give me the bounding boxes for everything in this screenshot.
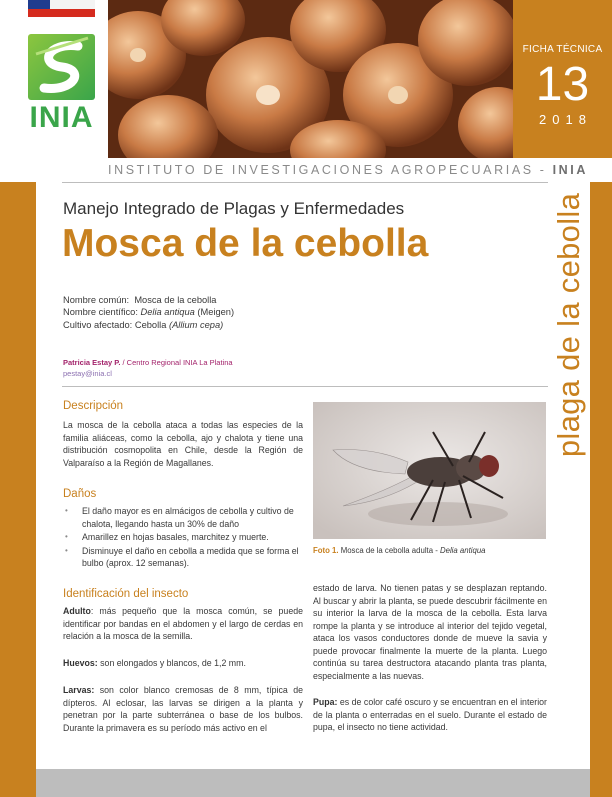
flag-strip: [28, 0, 95, 17]
document-subtitle: Manejo Integrado de Plagas y Enfermedades: [63, 199, 405, 218]
author-name: Patricia Estay P.: [63, 358, 121, 367]
larvas-continuation: estado de larva. No tienen patas y se desplazan reptando. Al buscar y abrir la planta, se puede descubrir fácilmente en su interior la larva de la mosca de la cebolla. Esta larva rompe la planta y se introduce al interior del tejido vegetal, ataca los vasos conductores donde de mueve la savia y puede provocar finalmente la muerte de la planta. Luego continúa su tarea destructora atacando planta tras planta, especialmente a las nuevas.: [313, 583, 547, 681]
descripcion-text: La mosca de la cebolla ataca a todas las especies de la familia aliáceas, como la cebolla, ajo y chalota y tiene una distribución cosmopolita en Chile, desde la Región de Valparaíso a la Región de Magallanes.: [63, 420, 303, 468]
fly-photo: [313, 402, 546, 539]
flag-white: [50, 0, 95, 9]
right-accent-bar: [590, 182, 612, 797]
ficha-tecnica-box: [513, 0, 612, 158]
side-title: [548, 180, 590, 470]
list-item: • Disminuye el daño en cebolla a medida que se forma el bulbo (aprox. 12 semanas).: [63, 545, 303, 570]
photo-caption: [313, 546, 486, 555]
onions-photo: [108, 0, 513, 158]
author-divider: [62, 386, 548, 387]
ficha-year: 2018: [539, 112, 592, 127]
danos-list: [63, 505, 303, 571]
ficha-number: 13: [535, 58, 590, 111]
onion-fly-image: [313, 402, 546, 539]
adulto-label: Adulto: [63, 606, 91, 616]
adulto-paragraph: Adulto: más pequeño que la mosca común, se puede identificar por bandas en el abdomen y el largo de cerdas en relación a la mosca de la semilla.: [63, 606, 303, 641]
institute-acronym: INIA: [552, 163, 589, 177]
common-name-row: Nombre común: Mosca de la cebolla: [63, 295, 217, 305]
pupa-label: Pupa:: [313, 697, 338, 707]
author-email[interactable]: pestay@inia.cl: [63, 369, 112, 378]
side-title-text: plaga de la cebolla: [551, 192, 586, 458]
inia-logo: [28, 34, 95, 134]
caption-species: Delia antiqua: [439, 546, 486, 555]
pupa-paragraph: Pupa: es de color café oscuro y se encuentran en el interior de la planta o enterradas en el suelo. Durante el estado de pupa, el insecto no tiene actividad.: [313, 697, 547, 732]
flag-blue: [28, 0, 50, 9]
larvas-label: Larvas:: [63, 685, 95, 695]
heading-identificacion: Identificación del insecto: [63, 588, 189, 600]
caption-text: Mosca de la cebolla adulta -: [338, 546, 440, 555]
author-center: / Centro Regional INIA La Platina: [120, 358, 233, 367]
crop-row: Cultivo afectado: Cebolla (Allium cepa): [63, 319, 224, 330]
inia-s-icon: [28, 34, 95, 100]
flag-red: [28, 9, 95, 17]
institute-prefix: INSTITUTO DE INVESTIGACIONES AGROPECUARIAS -: [108, 163, 553, 177]
author-line: [63, 357, 233, 368]
inia-logo-mark: [28, 34, 95, 100]
inia-wordmark: INIA: [29, 101, 94, 134]
institute-name: [108, 163, 589, 177]
author-block: [63, 357, 233, 379]
list-item: • Amarillez en hojas basales, marchitez y muerte.: [63, 531, 303, 544]
header-divider: [62, 182, 548, 183]
footer-bar: [36, 769, 590, 797]
huevos-label: Huevos:: [63, 658, 98, 668]
document-title: Mosca de la cebolla: [62, 222, 429, 265]
left-accent-bar: [0, 182, 36, 797]
scientific-name-row: Nombre científico: Delia antiqua (Meigen): [63, 307, 235, 318]
onions-image: [108, 0, 513, 158]
larvas-paragraph: Larvas: son color blanco cremosas de 8 mm, típica de dípteros. Al eclosar, las larvas se dirigen a la planta y penetran por la parte subterránea o base de los bulbos. Durante la primavera es su período más activo en el: [63, 685, 303, 733]
huevos-paragraph: Huevos: son elongados y blancos, de 1,2 mm.: [63, 658, 246, 668]
ficha-label: FICHA TÉCNICA: [522, 44, 603, 55]
heading-descripcion: Descripción: [63, 400, 124, 412]
list-item: • El daño mayor es en almácigos de cebolla y cultivo de chalota, llegando hasta un 30% de daño: [63, 505, 303, 530]
heading-danos: Daños: [63, 488, 97, 500]
species-metadata: [63, 294, 234, 331]
caption-label: Foto 1.: [313, 546, 339, 555]
